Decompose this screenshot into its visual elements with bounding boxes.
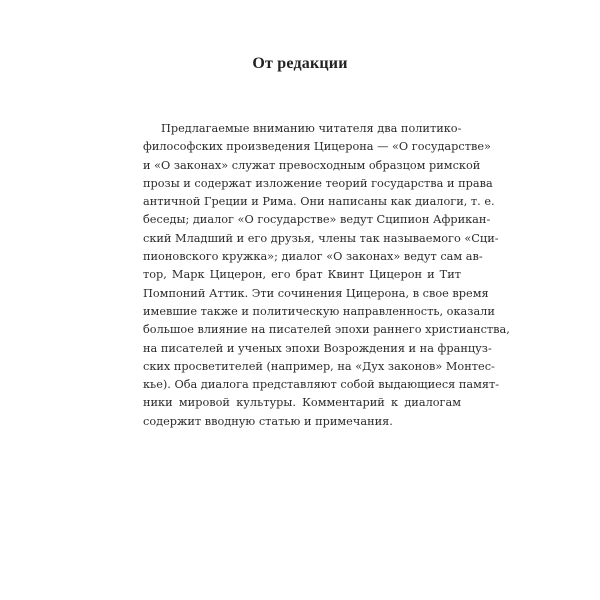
paragraph-line: пионовского кружка»; диалог «О законах» ведут сам ав- <box>143 250 483 264</box>
paragraph-line: на писателей и ученых эпохи Возрождения и на француз- <box>143 341 492 355</box>
paragraph-line: ники мировой культуры. Комментарий к диалогам <box>143 396 461 410</box>
editorial-paragraph <box>143 120 510 431</box>
paragraph-line: содержит вводную статью и примечания. <box>143 414 393 428</box>
paragraph-line: Предлагаемые вниманию читателя два политико- <box>161 122 462 135</box>
page-title: От редакции <box>252 55 348 72</box>
paragraph-line: философских произведения Цицерона — «О государстве» <box>143 140 491 154</box>
paragraph-line: имевшие также и политическую направленность, оказали <box>143 304 495 318</box>
paragraph-line: античной Греции и Рима. Они написаны как диалоги, т. е. <box>143 195 495 209</box>
paragraph-line: и «О законах» служат превосходным образцом римской <box>143 158 481 172</box>
paragraph-line: ских просветителей (например, на «Дух законов» Монтес- <box>143 359 495 373</box>
paragraph-line: беседы; диалог «О государстве» ведут Сципион Африкан- <box>143 213 491 227</box>
paragraph-line: Помпоний Аттик. Эти сочинения Цицерона, в свое время <box>143 286 489 300</box>
paragraph-line: большое влияние на писателей эпохи раннего христианства, <box>143 323 510 337</box>
paragraph-line: кье). Оба диалога представляют собой выдающиеся памят- <box>143 378 500 392</box>
paragraph-line: прозы и содержат изложение теорий государства и права <box>143 176 493 190</box>
paragraph-line: тор, Марк Цицерон, его брат Квинт Цицерон и Тит <box>143 268 461 282</box>
paragraph-line: ский Младший и его друзья, члены так называемого «Сци- <box>143 231 499 245</box>
